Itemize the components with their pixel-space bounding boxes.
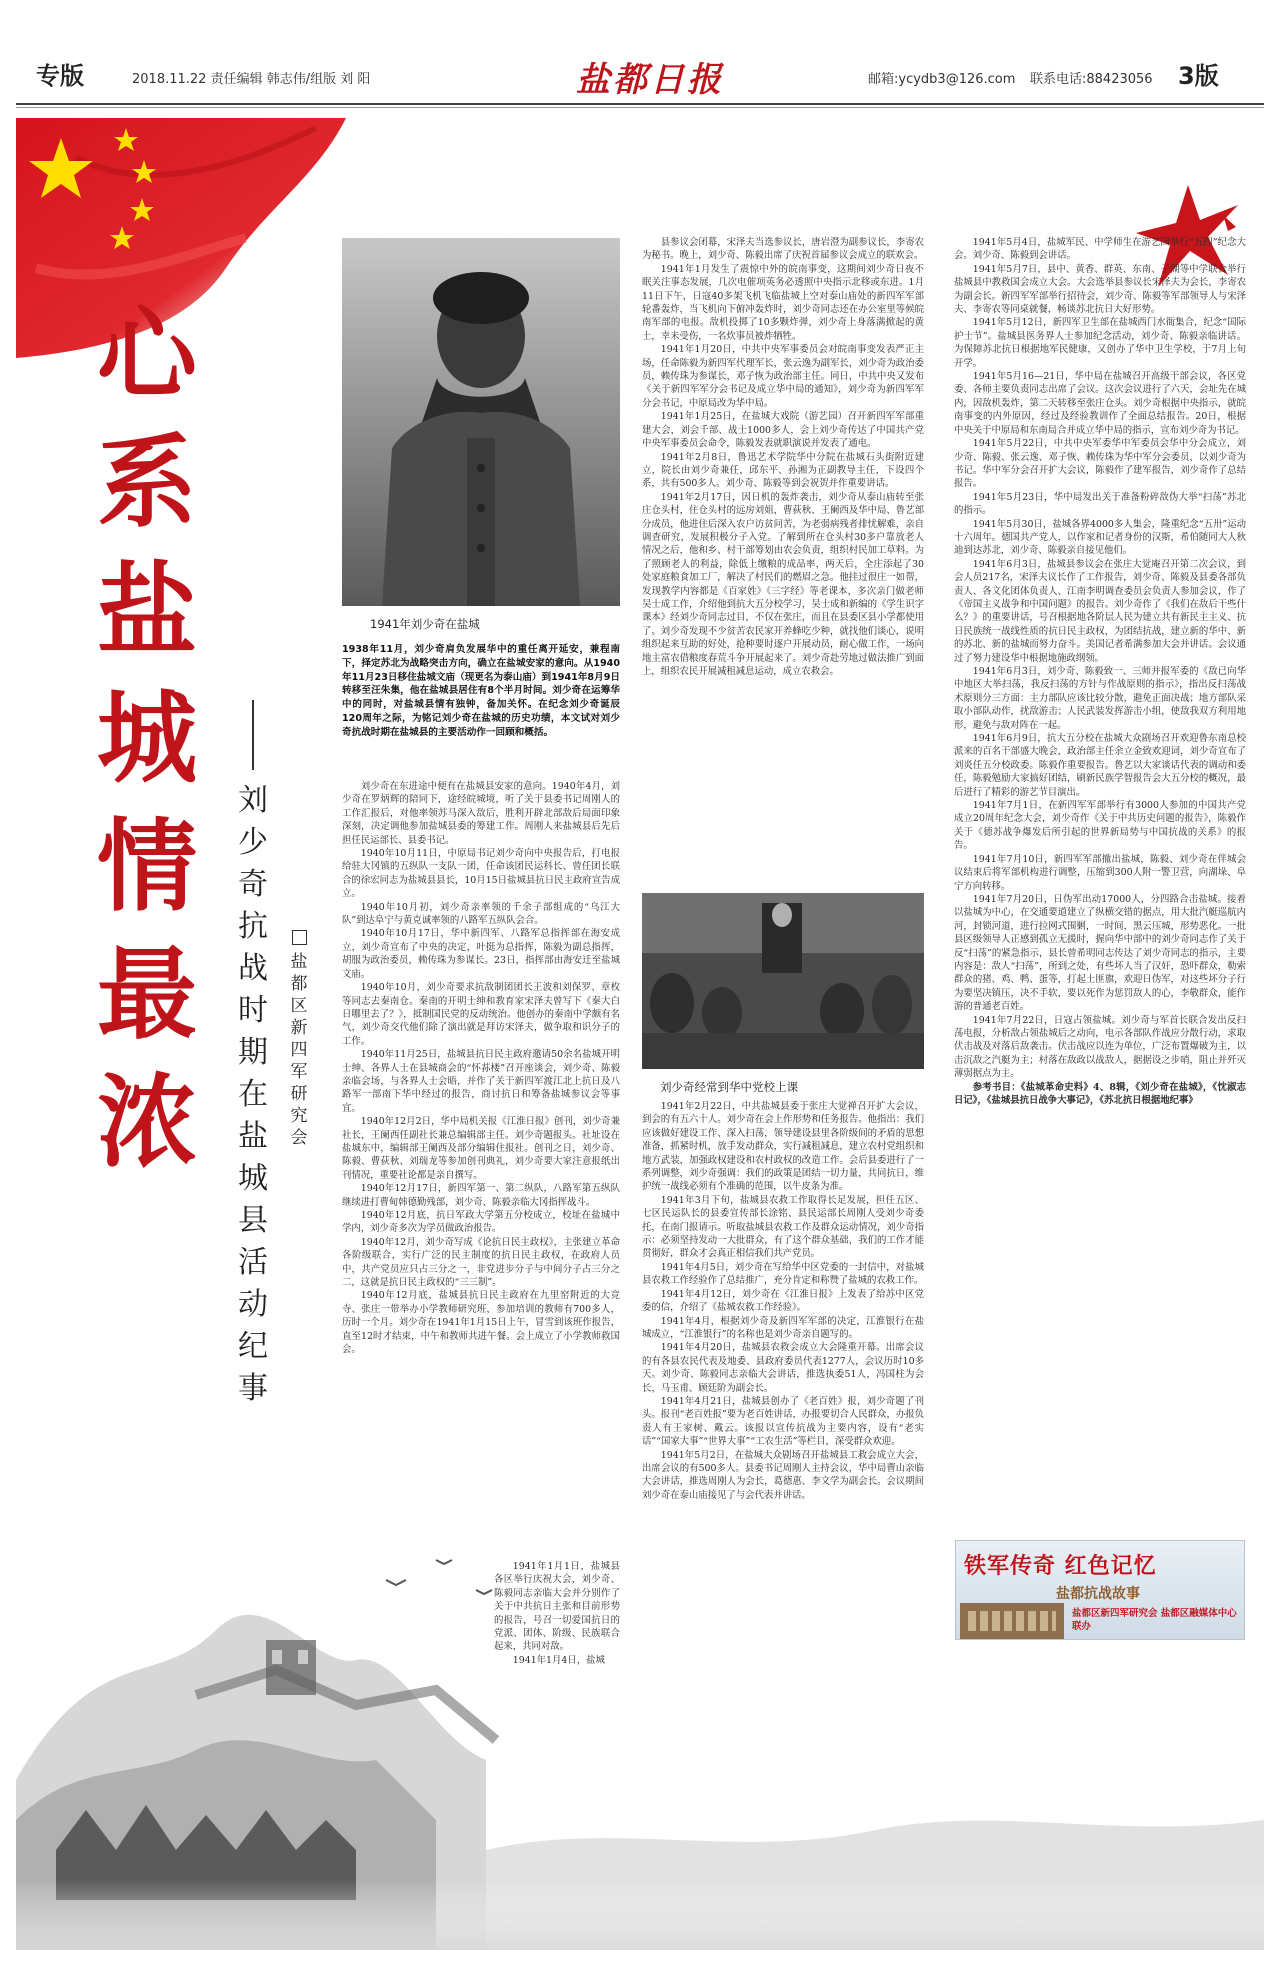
article-column-2 [642,236,924,888]
header-divider-thin [16,107,1264,108]
paragraph: 1941年7月1日，在新四军军部举行有3000人参加的中国共产党成立20周年纪念大会，刘少奇作《关于中共历史问题的报告》，陈毅作关于《德苏战争爆发后所引起的世界新局势与中国抗战的关系》的报告。 [954,800,1246,852]
paragraph: 1941年4月5日，刘少奇在写给华中区党委的一封信中，对盐城县农救工作经验作了总结推广，充分肯定和称赞了盐城的农救工作。 [642,1261,924,1287]
paragraph: 1941年1月发生了震惊中外的皖南事变，这期间刘少奇日夜不眠关注事态发展，几次电催项英务必透照中央指示北移或东进。1月11日下午，日寇40多架飞机飞临盐城上空对泰山庙处的新四军军部轮番轰炸，当飞机向下俯冲轰炸时，刘少奇同志还在办公室里等候皖南军部的电报。敌机投掷了10多颗炸弹，刘少奇上身落满掀起的黄土，幸未受伤，一名炊事员被炸牺牲。 [642,263,924,342]
paragraph: 1941年6月9日，抗大五分校在盐城大众剧场召开欢迎鲁东南总校派来的百名干部盛大晚会，政治部主任余立金致欢迎词，刘少奇宣布了刘炎任五分校政委。陈毅作重要报告。鲁艺以大家谈话代表的调动和委任，陈毅勉励大家搞好团结，刷新民族学智报告会大五分校的概况，最后进行了精彩的游艺节目演出。 [954,733,1246,798]
paragraph: 1941年6月3日，刘少奇、陈毅致一、三师并报军委的《敌已向华中地区大举扫荡，我反扫荡的方针与作战原则的指示》，指出反扫荡战术原则分三方面：主力部队应该比较分散，避免正面决战；地方部队采取小部队动作，扰敌游击；人民武装发挥游击小组，使敌我双方利用地形，避免与敌对阵在一起。 [954,666,1246,731]
paragraph: 1940年10月17日，华中新四军、八路军总指挥部在海安成立，刘少奇宣布了中央的决定，叶挺为总指挥，陈毅为副总指挥，胡服为政治委员，赖传珠为参谋长。23日，指挥部由海安迁至盐城文庙。 [342,928,620,980]
paragraph: 1941年2月22日，中共盐城县委于张庄大觉禅召开扩大会议，到会的有五六十人。刘少奇在会上作形势和任务报告。他指出：我们应该做好建设工作、深入扫荡，领导建设县里各阶级间的矛盾的思想准备，抓紧时机，放手发动群众，实行减租减息，建立农村党组织和地方武装，加强政权建设和农村政权的改造工作。会后县委进行了一系列调整，刘少奇强调：我们的政策是团结一切力量，共同抗日，维护统一战线必须有个准确的范围，以牛皮条为准。 [642,1101,924,1193]
paragraph: 1941年1月4日，盐城 [512,1654,605,1666]
section-label: 专版 [36,62,84,90]
page-header [0,52,1280,104]
issue-meta: 2018.11.22 责任编辑 韩志伟/组版 刘 阳 [132,72,371,87]
paragraph: 1941年2月8日，鲁迅艺术学院华中分院在盐城石头街附近建立，院长由刘少奇兼任，邱东平、孙湘为正副教导主任，下设四个系，共有500多人。刘少奇、陈毅等到会祝贺并作重要讲话。 [642,451,924,490]
paragraph: 刘少奇在东进途中便有在盐城县安家的意向。1940年4月，刘少奇在罗炳辉的陪同下，途经皖城境，听了关于县委书记周刚人的工作汇报后，对他率领苏马深入敌后，胜利开辟北部敌后局面印象深刻，决定调他参加盐城县委的筹建工作。周刚人来盐城县后先后担任民运部长、县委书记。 [342,781,620,846]
paragraph: 1940年12月，刘少奇写成《论抗日民主政权》，主张建立革命各阶级联合，实行广泛的民主制度的抗日民主政权，在政府人员中，共产党员应只占三分之一，非党进步分子与中间分子占三分之二，这就是抗日民主政权的“三三制”。 [342,1236,620,1289]
article-column-4 [954,236,1246,1532]
contact-email: 邮箱:ycydb3@126.com [868,72,1016,87]
paragraph: 1941年5月16—21日，华中局在盐城召开高级干部会议，各区党委、各师主要负责同志出席了会议。这次会议进行了六天，会址先在城内，因敌机轰炸，第二天转移至张庄仓头。刘少奇根据中央指示，就皖南事变的内外原因，经过及经验教训作了全面总结报告。20日，根据中央关于中原局和东南局合并成立华中局的指示，宣布刘少奇为书记。 [954,371,1246,436]
paragraph: 1941年7月10日，新四军军部撤出盐城，陈毅、刘少奇在伴城会议结束后将军部机构进行调整，压缩到300人附一警卫营，向湖垛、阜宁方向转移。 [954,853,1246,892]
paragraph: 1941年7月22日，日寇占领盐城。刘少奇与军首长联合发出反扫荡电报，分析敌占领盐城后之动向，电示各部队作战应分散行动，求取伏击战及对落后敌袭击。伏击战应以连为单位，广泛布置爆破为主，以击沉敌之汽艇为主；村落在敌政以战敌人，据据设之步哨，阻止并歼灭薄弱据点为主。 [954,1014,1246,1080]
subheadline [230,700,276,1410]
paragraph: 1941年5月22日，中共中央军委华中军委员会华中分会成立，刘少奇、陈毅、张云逸、邓子恢、赖传珠为华中军分会委员，以刘少奇为书记。华中军分会召开扩大会议，陈毅作了建军报告，刘少奇作了总结报告。 [954,438,1246,490]
paragraph: 1941年4月21日，盐城县创办了《老百姓》报，刘少奇题了刊头。报刊“老百姓报”要为老百姓讲话，办报要切合人民群众，办报负责人有王家树、戴云。该报以宣传抗战为主要内容，设有“老实话”“国家大事”“世界大事”“工农生活”等栏目，深受群众欢迎。 [642,1395,924,1448]
paragraph: 1941年6月3日，盐城县参议会在张庄大觉庵召开第二次会议，到会人员217名，宋泽夫议长作了工作报告，刘少奇、陈毅及县委各部负责人、各文化团体负责人、江南李明调查委员会负责人参加会议，作了《帝国主义战争和中国问题》的报告。刘少奇作了《我们在敌后干些什么？》的重要讲话，号召根据地各阶层人民为建立共有新民主主义、抗日民族统一战线性质的抗日民主政权，为团结抗战，建立新的华中、新的苏北、新的盐城而努力奋斗。美国记者希满参加大会并讲话。会议通过了努力建设华中根据地施政纲领。 [954,558,1246,664]
portrait-photo [342,238,620,606]
paragraph: 1941年5月12日，新四军卫生部在盐城西门水衙集合，纪念“国际护士节”。盐城县医务界人士参加纪念活动，刘少奇、陈毅亲临讲话。为保障苏北抗日根据地军民健康，又创办了华中卫生学校，于7月上旬开学。 [954,317,1246,369]
great-wall-landscape [16,1520,1264,1950]
references: 参考书目：《盐城革命史料》4、8辑，《刘少奇在盐城》，《忱淑志日记》，《盐城县抗日战争大事记》，《苏北抗日根据地纪事》 [954,1081,1246,1106]
paragraph: 1940年10月初，刘少奇亲率领的千余子部组成的“乌江大队”到达阜宁与黄克诚率领的八路军五纵队会合。 [342,901,620,927]
paragraph: 1941年1月1日，盐城县各区举行庆祝大会，刘少奇、陈毅同志亲临大会并分别作了关于中共抗日主张和目前形势的报告，号召一切爱国抗日的党派、团体、阶级、民族联合起来，共同对敌。 [494,1561,620,1653]
banner-credit: 盐都区新四军研究会 盐都区融媒体中心 联办 [1072,1608,1237,1632]
subtitle-dash [252,700,254,770]
headline: 心系盐城情最浓 [97,295,197,1181]
page-number: 3版 [1178,62,1219,90]
paragraph: 1941年5月2日，在盐城大众剧场召开盐城县工救会成立大会，出席会议的有500多人。县委书记周刚人主持会议，华中局曹山亲临大会讲话，推选周刚人为会长，葛德惠、李文学为副会长。会议期间刘少奇在泰山庙接见了与会代表并讲话。 [642,1449,924,1501]
article-intro: 1938年11月，刘少奇肩负发展华中的重任离开延安，兼程南下，择定苏北为战略突击方向，确立在盐城安家的意向。从1940年11月23日移住盐城文庙（现更名为泰山庙）到1941年8月9日转移至汪朱集，他在盐城县居住有8个半月时间。刘少奇在运筹华中的同时，对盐城县情有独钟，备加关怀。在纪念刘少奇诞辰120周年之际，为铭记刘少奇在盐城的历史功绩，本文试对刘少奇抗战时期在盐城县的主要活动作一回顾和概括。 [342,644,620,738]
paragraph: 1941年3月下旬，盐城县农救工作取得长足发展，担任五区、七区民运队长的县委宣传部长涂铭、县民运部长周刚人受刘少奇委托，在南门报请示。听取盐城县农救工作及群众运动情况，刘少奇指示：必须坚持发动一大批群众，有了这个群众基础，我们的工作才能贯彻好，群众才会真正相信我们共产党员。 [642,1194,924,1260]
paragraph: 1941年5月23日，华中局发出关于准备粉碎敌伪大举“扫荡”苏北的指示。 [954,491,1246,517]
paragraph: 1940年12月底，盐城县抗日民主政府在九里窑附近的大竞寺、张庄一带举办小学教师研究班，参加培训的教师有700多人，历时一个月。刘少奇在1941年1月15日上午，冒雪到该班作报告，直至12时才结束，中午和教师共进午餐。会上成立了小学教师救国会。 [342,1290,620,1356]
paragraph: 1940年10月11日，中原局书记刘少奇向中央报告后，打电报给驻大冈镇的五纵队一支队一团，任命该团民运科长、曾任团长联合的徐宏同志为盐城县县长，10月15日盐城县抗日民主政府宣告成立。 [342,848,620,900]
masthead-logo: 盐都日报 [576,60,724,100]
paragraph: 1941年7月20日，日伪军出动17000人，分四路合击盐城。接着以盐城为中心，在交通要道建立了纵横交错的据点，用大批汽艇巡航内河，封锁河道，进行拉网式围剿，一时间，黑云压城，形势恶化。一批县区级领导人正感到孤立无援时，握向华中部中的刘少奇同志作了关于反“扫荡”的紧急指示，县长曾希明同志传达了刘少奇同志的指示，主要内容是：敌人“扫荡”，所到之处，有些坏人当了汉奸，恐吓群众，勒索群众的猪、鸡、鸭、蛋等，打起土匪旗，欢迎日伪军，对这些坏分子行为要坚决镇压，决不手软，要以死作为惩罚敌人的心，李敬群众，能作游的普通老百姓。 [954,893,1246,1013]
contact-phone: 联系电话:88423056 [1030,72,1153,87]
subheadline-text: 刘少奇抗战时期在盐城县活动纪事 [238,783,268,1406]
paragraph: 1941年4月20日，盐城县农救会成立大会隆重开幕。出席会议的有各县农民代表及地委、县政府委员代表1277人，会议历时10多天。刘少奇、陈毅同志亲临大会讲话，推选执委51人，冯国柱为会长，马玉甫、顾廷阶为副会长。 [642,1342,924,1394]
paragraph: 县参议会闭幕，宋泽夫当选参议长，唐岩澄为副参议长，李寄农为秘书。晚上，刘少奇、陈毅出席了庆祝首届参议会成立的联欢会。 [642,237,924,262]
article-column-1 [342,780,620,1550]
photo1-caption: 1941年刘少奇在盐城 [370,617,480,631]
paragraph: 1940年10月，刘少奇要求抗敌制团团长王波和刘保罗、章枚等同志去秦南仓。秦南的开明士绅和教育家宋泽夫曾写下《秦大白日哪里去了？》，抵制国民党的反动统治。他创办的秦南中学颇有名气，刘少奇交代他们除了演出就是拜访宋泽夫，做争取和识分子的工作。 [342,982,620,1047]
paragraph: 1941年5月7日，县中、黄香、群英、东南、子湖等中学联合举行盐城县中教救国会成立大会。大会选举县参议长宋泽夫为会长，李寄农为副会长。新四军军部举行招待会，刘少奇、陈毅等军部领导人与宋泽夫、李寄农等同桌就餐，畅谈苏北抗日大好形势。 [954,263,1246,316]
photo2-caption: 刘少奇经常到华中党校上课 [660,1080,798,1094]
paragraph: 1941年5月30日，盐城各界4000多人集会，隆重纪念“五卅”运动十六周年。德国共产党人，以作家和记者身份的汉斯，希伯随同大人秋迪到达苏北，刘少奇、陈毅亲自接见他们。 [954,518,1246,557]
paragraph: 1941年4月，根据刘少奇及新四军军部的决定，江淮银行在盐城成立，“江淮银行”的名称也是刘少奇亲自题写的。 [642,1315,924,1340]
paragraph: 1941年1月20日，中共中央军事委员会对皖南事变发表严正主场，任命陈毅为新四军代理军长，张云逸为副军长，刘少奇为政治委员，赖传珠为参谋长，邓子恢为政治部主任。同日，中共中央又发布《关于新四军军分会书记及成立华中局的通知》，刘少奇为新四军军分会书记，中原局改为华中局。 [642,344,924,409]
header-divider [16,103,1264,105]
paragraph: 1940年12月底，抗日军政大学第五分校成立，校址在盐城中学内，刘少奇多次为学员做政治报告。 [342,1210,620,1235]
byline-text: 盐都区新四军研究会 [290,952,308,1148]
paragraph: 1941年5月4日，盐城军民、中学师生在游艺园举行“五四”纪念大会。刘少奇、陈毅到会讲话。 [954,237,1246,262]
classroom-photo [642,893,924,1069]
paragraph: 1941年2月17日，因日机的轰炸袭击，刘少奇从泰山庙转至张庄仓头村，住仓头村的远房刘姐，曹荻秋、王阑西及华中局、鲁艺部分成员，他进住后深入农户访贫问苦，为老弱病残者排忧解难，亲自调查研究，发展积极分子入党。了解到所在仓头村30多户靠放老人情况之后，他和乡、村干部筹划由农会负责，组织村民加工草料。为了照顾老人的利益，除低上缴粮的成品率，两天后，全庄添起了30处家庭粮食加工厂，解决了村民们的燃眉之急。他挂过很庄一如帮，发现教学内容都是《百家姓》《三字经》等老课本，多次亲门做老师吴士成工作，介绍他到抗大五分校学习，吴士成和新编的《学生识字课本》经刘少奇同志过目，不仅在张庄，而且在县委区县小学都使用了。刘少奇发现不少贫苦农民家开养蜂吃少种，就找他们谈心，说明组织起来互助的好处，抢种要时逐户开展动员，耐心做工作，一场向地主富农借粮度春荒斗争开展起来了。刘少奇赴劳地过做法推广到面上，组织农民开展减租减息运动，成立农救会。 [642,491,924,677]
paragraph: 1941年4月12日，刘少奇在《江淮日报》上发表了给苏中区党委的信，介绍了《盐城农救工作经验》。 [642,1288,924,1314]
byline-box-icon [292,930,307,945]
banner-title: 铁军传奇 红色记忆 [964,1554,1157,1579]
paragraph: 1941年1月25日，在盐城大戏院（游艺园）召开新四军军部重建大会，刘会千部、战士1000多人，会上刘少奇传达了中国共产党中央军事委员会命令，陈毅发表就职演说并发表了通电。 [642,411,924,450]
paragraph: 1940年11月25日，盐城县抗日民主政府邀请50余名盐城开明士绅、各界人士在县城商会的“怀荪楼”召开座谈会，刘少奇、陈毅亲临会场，与各界人士会晤，并作了关于新四军渡江北上抗日及八路军一部南下华中经过的报告，商讨抗日和筹备盐城参议会等事宜。 [342,1049,620,1114]
paragraph: 1940年12月17日，新四军第一、第二纵队，八路军第五纵队继续进打曹甸韩德勤残部，刘少奇、陈毅亲临大冈指挥战斗。 [342,1183,620,1208]
paragraph: 1940年12月2日，华中局机关报《江淮日报》创刊，刘少奇兼社长，王阑西任副社长兼总编辑部主任。刘少奇题报头。社址设在盐城东中，编辑部王阑西及部分编辑住报社。创刊之日，刘少奇、陈毅、曹荻秋、刘瑞龙等参加创刊典礼，刘少奇要大家注意报纸出刊情况，重要社论都是亲自撰写。 [342,1116,620,1181]
byline [286,930,312,1149]
banner-subtitle: 盐都抗战故事 [1056,1586,1140,1602]
